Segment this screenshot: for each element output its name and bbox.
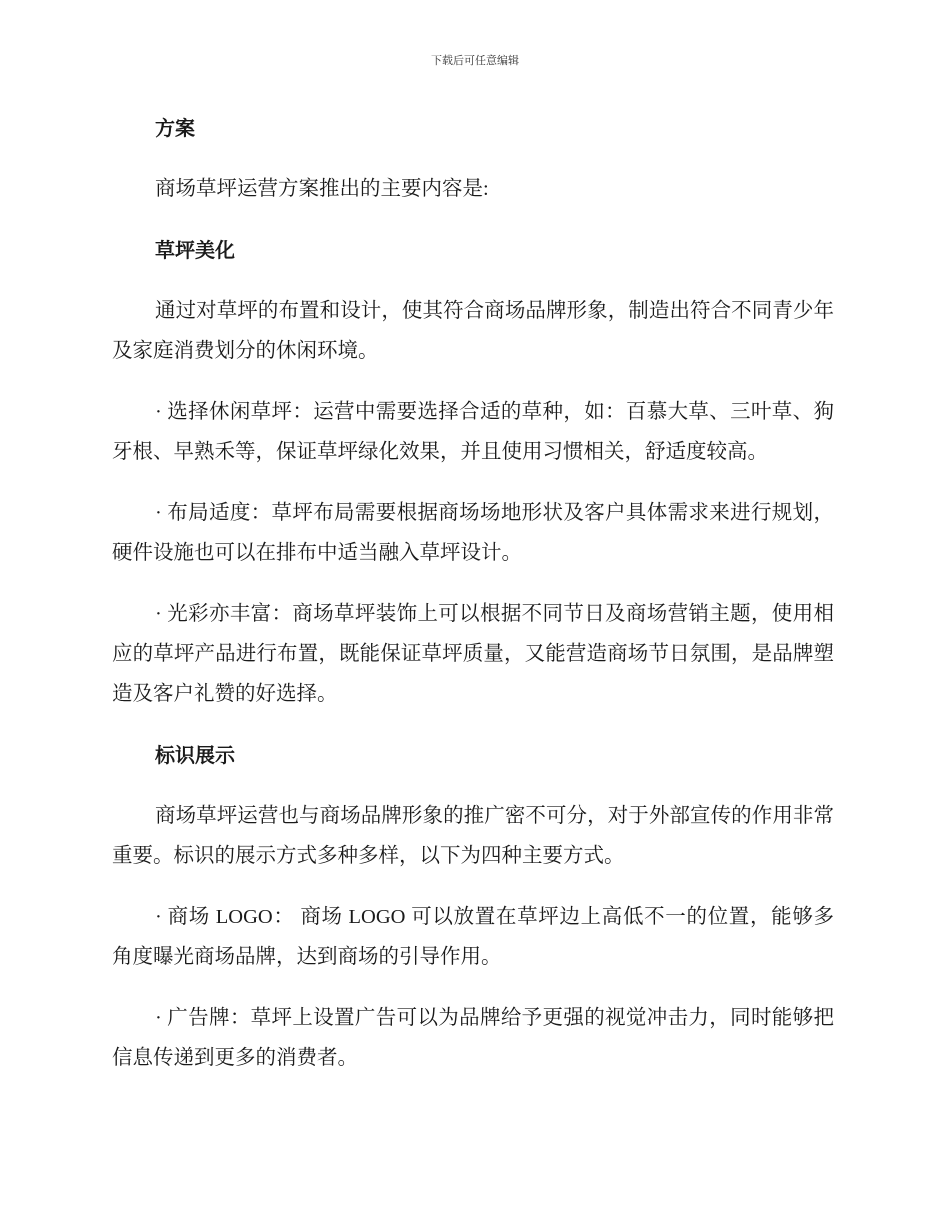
document-body	[112, 108, 834, 1099]
section-heading-signage: 标识展示	[155, 743, 235, 767]
bullet-item-choose-lawn: · 选择休闲草坪：运营中需要选择合适的草种，如：百慕大草、三叶草、狗牙根、早熟禾等，保证草坪绿化效果，并且使用习惯相关，舒适度较高。	[112, 401, 834, 463]
page-header: 下载后可任意编辑	[431, 55, 519, 67]
bullet-item-billboard: · 广告牌：草坪上设置广告可以为品牌给予更强的视觉冲击力，同时能够把信息传递到更多的消费者。	[112, 1007, 834, 1069]
bullet-item-lighting: · 光彩亦丰富：商场草坪装饰上可以根据不同节日及商场营销主题，使用相应的草坪产品进行布置，既能保证草坪质量，又能营造商场节日氛围，是品牌塑造及客户礼赞的好选择。	[112, 603, 834, 705]
section-heading-lawn-beautification: 草坪美化	[155, 238, 235, 262]
paragraph-lawn-design: 通过对草坪的布置和设计，使其符合商场品牌形象，制造出符合不同青少年及家庭消费划分的休闲环境。	[112, 300, 834, 362]
paragraph-intro: 商场草坪运营方案推出的主要内容是:	[155, 178, 489, 200]
section-heading-plan: 方案	[155, 116, 195, 140]
bullet-item-logo: · 商场 LOGO： 商场 LOGO 可以放置在草坪边上高低不一的位置，能够多角度曝光商场品牌，达到商场的引导作用。	[112, 906, 834, 968]
paragraph-signage-intro: 商场草坪运营也与商场品牌形象的推广密不可分，对于外部宣传的作用非常重要。标识的展示方式多种多样，以下为四种主要方式。	[112, 805, 834, 867]
bullet-item-layout: · 布局适度：草坪布局需要根据商场场地形状及客户具体需求来进行规划，硬件设施也可以在排布中适当融入草坪设计。	[112, 502, 834, 564]
